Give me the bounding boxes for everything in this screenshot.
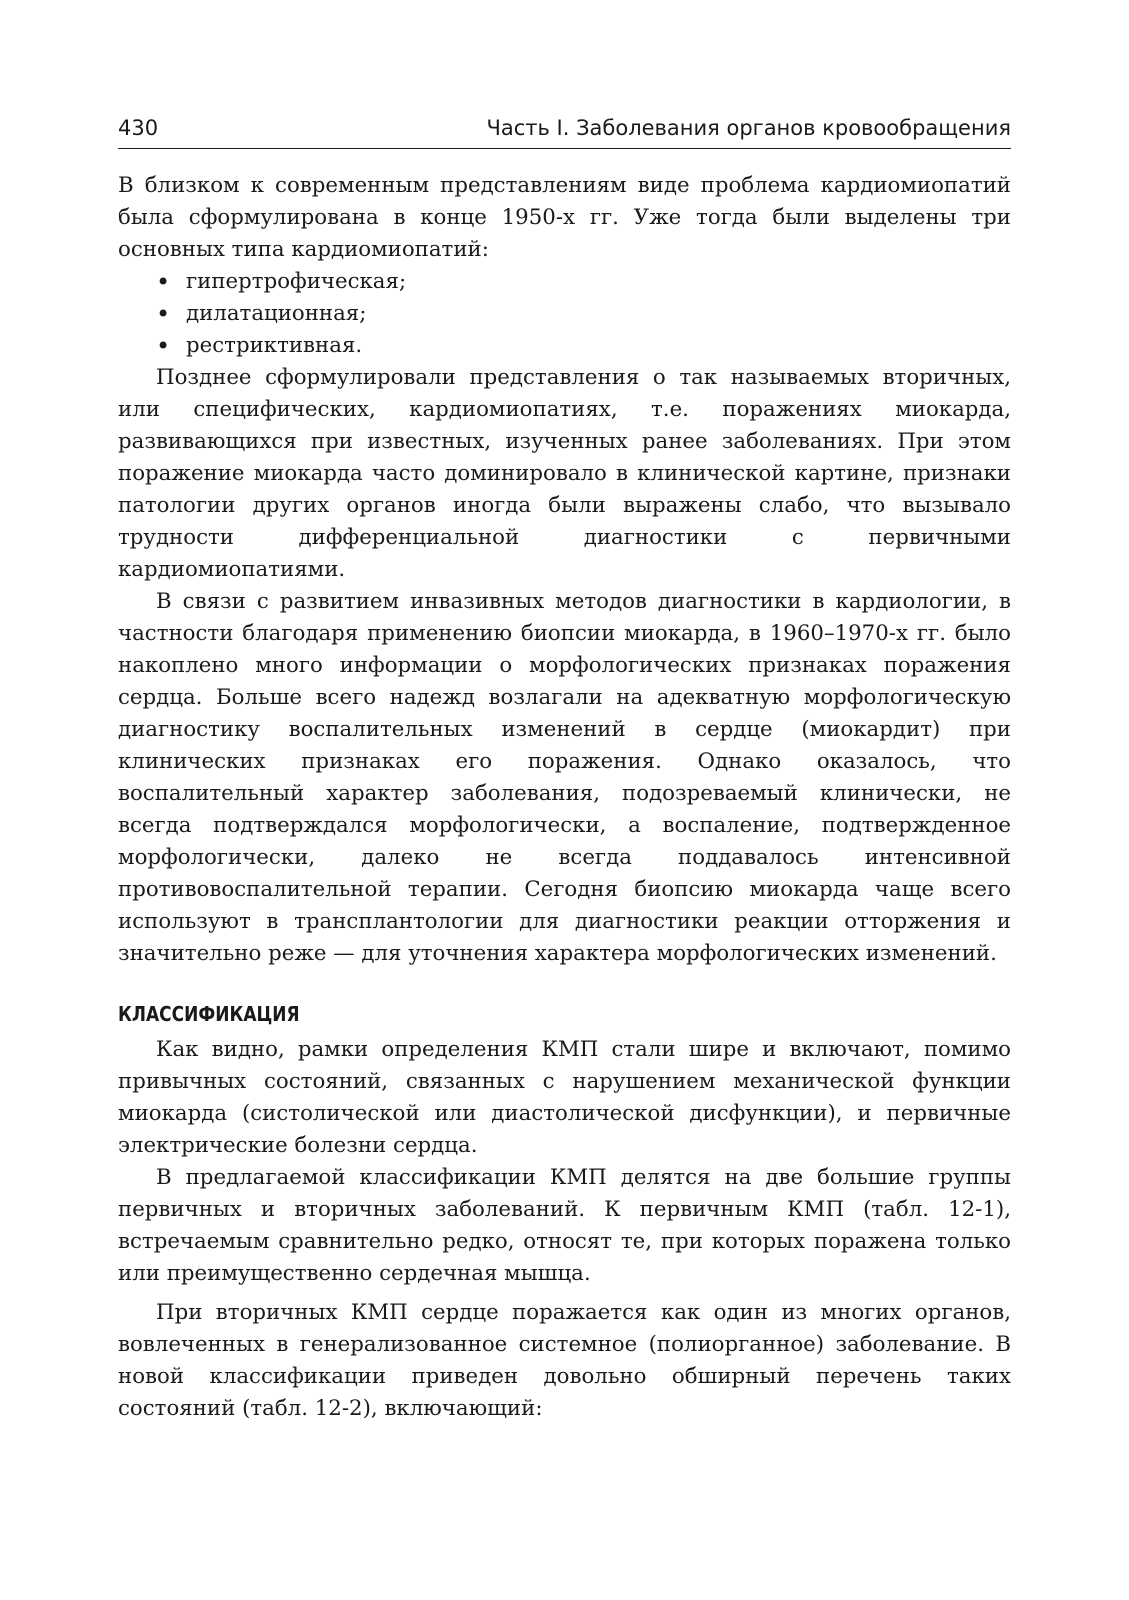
running-header (118, 112, 1011, 149)
body-paragraph: В предлагаемой классификации КМП делятся на две большие группы первичных и вторичных заболеваний. К первичным КМП (табл. 12-1), встречаемым сравнительно редко, относят те, при которых поражена только или преимущественно сердечная мышца. (118, 1165, 1011, 1286)
running-title: Часть I. Заболевания органов кровообращения (486, 116, 1011, 140)
list-item: • рестриктивная. (156, 330, 1011, 362)
body-paragraph: Как видно, рамки определения КМП стали шире и включают, помимо привычных состояний, связанных с нарушением механической функции миокарда (систолической или диастолической дисфункции), и первичные электрические болезни сердца. (118, 1037, 1011, 1158)
page-body (118, 170, 1011, 1425)
intro-paragraph: В близком к современным представлениям виде проблема кардиомиопатий была сформулирована в конце 1950-х гг. Уже тогда были выделены три основных типа кардиомиопатий: (118, 173, 1011, 262)
body-paragraph: В связи с развитием инвазивных методов диагностики в кардиологии, в частности благодаря применению биопсии миокарда, в 1960–1970-х гг. было накоплено много информации о морфологических признаках поражения сердца. Больше всего надежд возлагали на адекватную морфологическую диагностику воспалительных изменений в сердце (миокардит) при клинических признаках его поражения. Однако оказалось, что воспалительный характер заболевания, подозреваемый клинически, не всегда подтверждался морфологически, а воспаление, подтвержденное морфологически, далеко не всегда поддавалось интенсивной противовоспалительной терапии. Сегодня биопсию миокарда чаще всего используют в трансплантологии для диагностики реакции отторжения и значительно реже — для уточнения характера морфологических изменений. (118, 589, 1011, 966)
body-paragraph: Позднее сформулировали представления о так называемых вторичных, или специфических, кардиомиопатиях, т.е. поражениях миокарда, развивающихся при известных, изученных ранее заболеваниях. При этом поражение миокарда часто доминировало в клинической картине, признаки патологии других органов иногда были выражены слабо, что вызывало трудности дифференциальной диагностики с первичными кардиомиопатиями. (118, 365, 1011, 582)
list-item: • гипертрофическая; (156, 266, 1011, 298)
list-item: • дилатационная; (156, 298, 1011, 330)
body-paragraph: При вторичных КМП сердце поражается как один из многих органов, вовлеченных в генерализованное системное (полиорганное) заболевание. В новой классификации приведен довольно обширный перечень таких состояний (табл. 12-2), включающий: (118, 1300, 1011, 1421)
cardiomyopathy-types-list (118, 266, 1011, 362)
page-number: 430 (118, 116, 159, 140)
section-heading: КЛАССИФИКАЦИЯ (118, 1002, 300, 1026)
